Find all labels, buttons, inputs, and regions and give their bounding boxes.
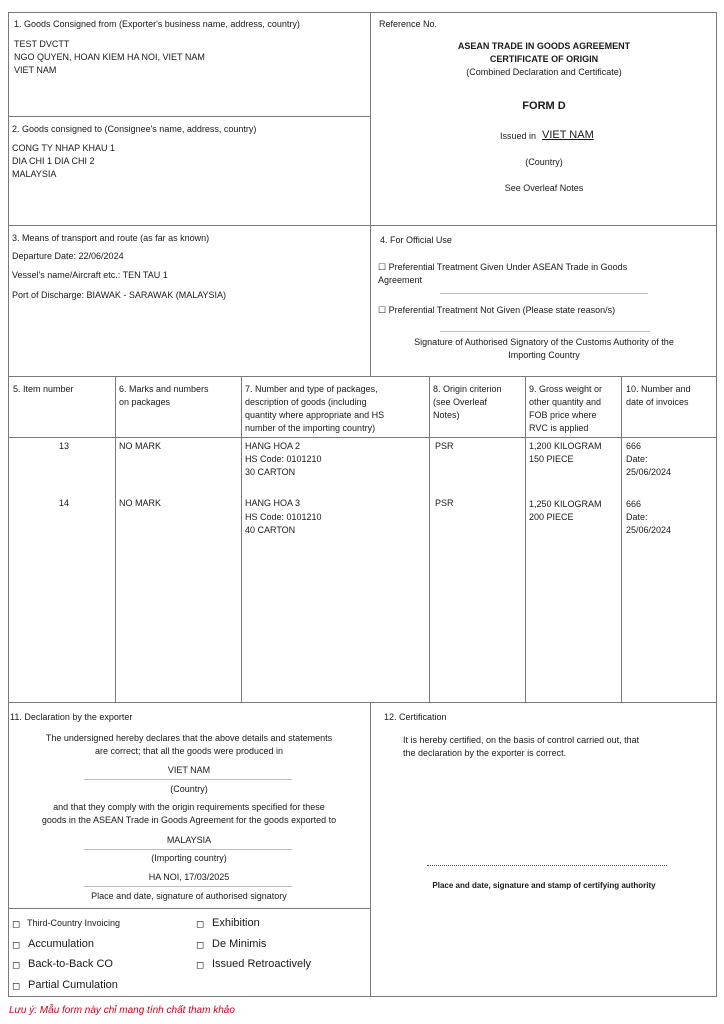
- title-subtitle: (Combined Declaration and Certificate): [466, 67, 622, 77]
- divider: [525, 376, 526, 702]
- customs-signatory-line2: Importing Country: [508, 350, 580, 360]
- issued-retroactively-label: Issued Retroactively: [212, 958, 312, 970]
- header-description: description of goods (including: [245, 397, 367, 407]
- issued-in-country: VIET NAM: [542, 129, 594, 141]
- row-marks: NO MARK: [119, 498, 162, 508]
- produced-country: VIET NAM: [167, 765, 211, 775]
- signature-underline: [440, 331, 650, 332]
- certification-text: It is hereby certified, on the basis of control carried out, that: [403, 735, 640, 745]
- header-weight: 9. Gross weight or: [529, 384, 603, 394]
- header-weight: other quantity and: [529, 397, 602, 407]
- treatment-given-checkbox[interactable]: ☐ Preferential Treatment Given Under ASEAN Trade in Goods: [378, 262, 628, 272]
- box11-heading: 11. Declaration by the exporter: [10, 712, 133, 722]
- header-criterion: Notes): [433, 410, 460, 420]
- row-invoice: 666: [626, 499, 642, 509]
- back-to-back-co-label: Back-to-Back CO: [28, 958, 113, 970]
- consignee-country: MALAYSIA: [12, 169, 57, 179]
- given-underline: [440, 293, 648, 294]
- row-invoice: 25/06/2024: [626, 525, 672, 535]
- row-criterion: PSR: [435, 498, 454, 508]
- exporter-address: NGO QUYEN, HOAN KIEM HA NOI, VIET NAM: [14, 52, 205, 62]
- divider: [370, 702, 371, 997]
- importing-country: MALAYSIA: [166, 835, 212, 845]
- row-item-number: 13: [59, 441, 70, 451]
- place-underline: [84, 886, 292, 887]
- exporter-country: VIET NAM: [14, 65, 57, 75]
- box2-heading: 2. Goods consigned to (Consignee's name, address, country): [12, 124, 257, 134]
- row-description: 40 CARTON: [245, 525, 296, 535]
- exporter-name: TEST DVCTT: [14, 39, 70, 49]
- row-weight: 1,200 KILOGRAM: [529, 441, 602, 451]
- de-minimis-label: De Minimis: [212, 938, 267, 950]
- row-weight: 200 PIECE: [529, 512, 574, 522]
- treatment-given-continued: Agreement: [378, 275, 423, 285]
- row-invoice: 25/06/2024: [626, 467, 672, 477]
- header-criterion: (see Overleaf: [433, 397, 488, 407]
- declaration-text: goods in the ASEAN Trade in Goods Agreement for the goods exported to: [41, 815, 337, 825]
- divider: [429, 376, 430, 702]
- divider: [8, 908, 370, 909]
- de-minimis-checkbox[interactable]: ◻: [196, 940, 205, 951]
- certifying-signature-line: [427, 865, 667, 866]
- row-weight: 1,250 KILOGRAM: [529, 499, 602, 509]
- row-criterion: PSR: [435, 441, 454, 451]
- consignee-address: DIA CHI 1 DIA CHI 2: [12, 156, 95, 166]
- country-underline: [84, 779, 292, 780]
- header-description: quantity where appropriate and HS: [245, 410, 385, 420]
- place-date: HA NOI, 17/03/2025: [148, 872, 230, 882]
- issued-retroactively-checkbox[interactable]: ◻: [196, 960, 205, 971]
- form-d-title: FORM D: [522, 100, 566, 112]
- row-marks: NO MARK: [119, 441, 162, 451]
- box12-heading: 12. Certification: [384, 712, 447, 722]
- treatment-not-given-checkbox[interactable]: ☐ Preferential Treatment Not Given (Please state reason/s): [378, 305, 616, 315]
- third-country-invoicing-label: Third-Country Invoicing: [27, 918, 121, 928]
- row-weight: 150 PIECE: [529, 454, 574, 464]
- reference-only-note: Lưu ý: Mẫu form này chỉ mang tính chất tham khảo: [9, 1005, 235, 1016]
- header-description: 7. Number and type of packages,: [245, 384, 378, 394]
- certifying-authority-caption: Place and date, signature and stamp of certifying authority: [432, 881, 656, 890]
- row-description: HANG HOA 3: [245, 498, 301, 508]
- header-weight: RVC is applied: [529, 423, 589, 433]
- accumulation-label: Accumulation: [28, 938, 95, 950]
- partial-cumulation-checkbox[interactable]: ◻: [12, 981, 21, 992]
- declaration-text: and that they comply with the origin requirements specified for these: [53, 802, 325, 812]
- port-of-discharge: Port of Discharge: BIAWAK - SARAWAK (MALAYSIA): [12, 290, 227, 300]
- exporter-signature-caption: Place and date, signature of authorised signatory: [91, 891, 287, 901]
- customs-signatory-line1: Signature of Authorised Signatory of the Customs Authority of the: [414, 337, 674, 347]
- title-certificate: CERTIFICATE OF ORIGIN: [489, 54, 599, 64]
- departure-date: Departure Date: 22/06/2024: [12, 251, 124, 261]
- country-caption: (Country): [170, 784, 208, 794]
- divider: [8, 225, 717, 226]
- divider: [8, 702, 717, 703]
- overleaf-notes: See Overleaf Notes: [504, 183, 584, 193]
- exhibition-checkbox[interactable]: ◻: [196, 919, 205, 930]
- row-description: HS Code: 0101210: [245, 512, 322, 522]
- row-invoice: 666: [626, 441, 642, 451]
- reference-label: Reference No.: [379, 19, 438, 29]
- vessel-name: Vessel's name/Aircraft etc.: TEN TAU 1: [12, 270, 168, 280]
- title-agreement: ASEAN TRADE IN GOODS AGREEMENT: [457, 41, 631, 51]
- header-description: number of the importing country): [245, 423, 376, 433]
- country-caption: (Country): [525, 157, 563, 167]
- declaration-text: are correct; that all the goods were produced in: [94, 746, 284, 756]
- row-invoice: Date:: [626, 454, 648, 464]
- header-criterion: 8. Origin criterion: [433, 384, 502, 394]
- header-invoice: 10. Number and: [626, 384, 691, 394]
- header-marks: 6. Marks and numbers: [119, 384, 209, 394]
- box1-heading: 1. Goods Consigned from (Exporter's business name, address, country): [14, 19, 300, 29]
- importing-underline: [84, 849, 292, 850]
- issued-in-label: Issued in: [500, 131, 537, 141]
- row-description: HS Code: 0101210: [245, 454, 322, 464]
- row-invoice: Date:: [626, 512, 648, 522]
- declaration-text: The undersigned hereby declares that the above details and statements: [45, 733, 333, 743]
- row-description: HANG HOA 2: [245, 441, 301, 451]
- box4-heading: 4. For Official Use: [380, 235, 452, 245]
- divider: [241, 376, 242, 702]
- third-country-invoicing-checkbox[interactable]: ◻: [12, 919, 21, 930]
- row-description: 30 CARTON: [245, 467, 296, 477]
- importing-caption: (Importing country): [151, 853, 227, 863]
- accumulation-checkbox[interactable]: ◻: [12, 940, 21, 951]
- divider: [115, 376, 116, 702]
- header-invoice: date of invoices: [626, 397, 689, 407]
- exhibition-label: Exhibition: [212, 917, 260, 929]
- divider: [621, 376, 622, 702]
- box3-heading: 3. Means of transport and route (as far as known): [12, 233, 210, 243]
- header-item-number: 5. Item number: [13, 384, 74, 394]
- certification-text: the declaration by the exporter is correct.: [403, 748, 567, 758]
- consignee-name: CONG TY NHAP KHAU 1: [12, 143, 116, 153]
- divider: [8, 116, 370, 117]
- row-item-number: 14: [59, 498, 70, 508]
- header-marks: on packages: [119, 397, 171, 407]
- partial-cumulation-label: Partial Cumulation: [28, 979, 118, 991]
- back-to-back-co-checkbox[interactable]: ◻: [12, 960, 21, 971]
- header-weight: FOB price where: [529, 410, 597, 420]
